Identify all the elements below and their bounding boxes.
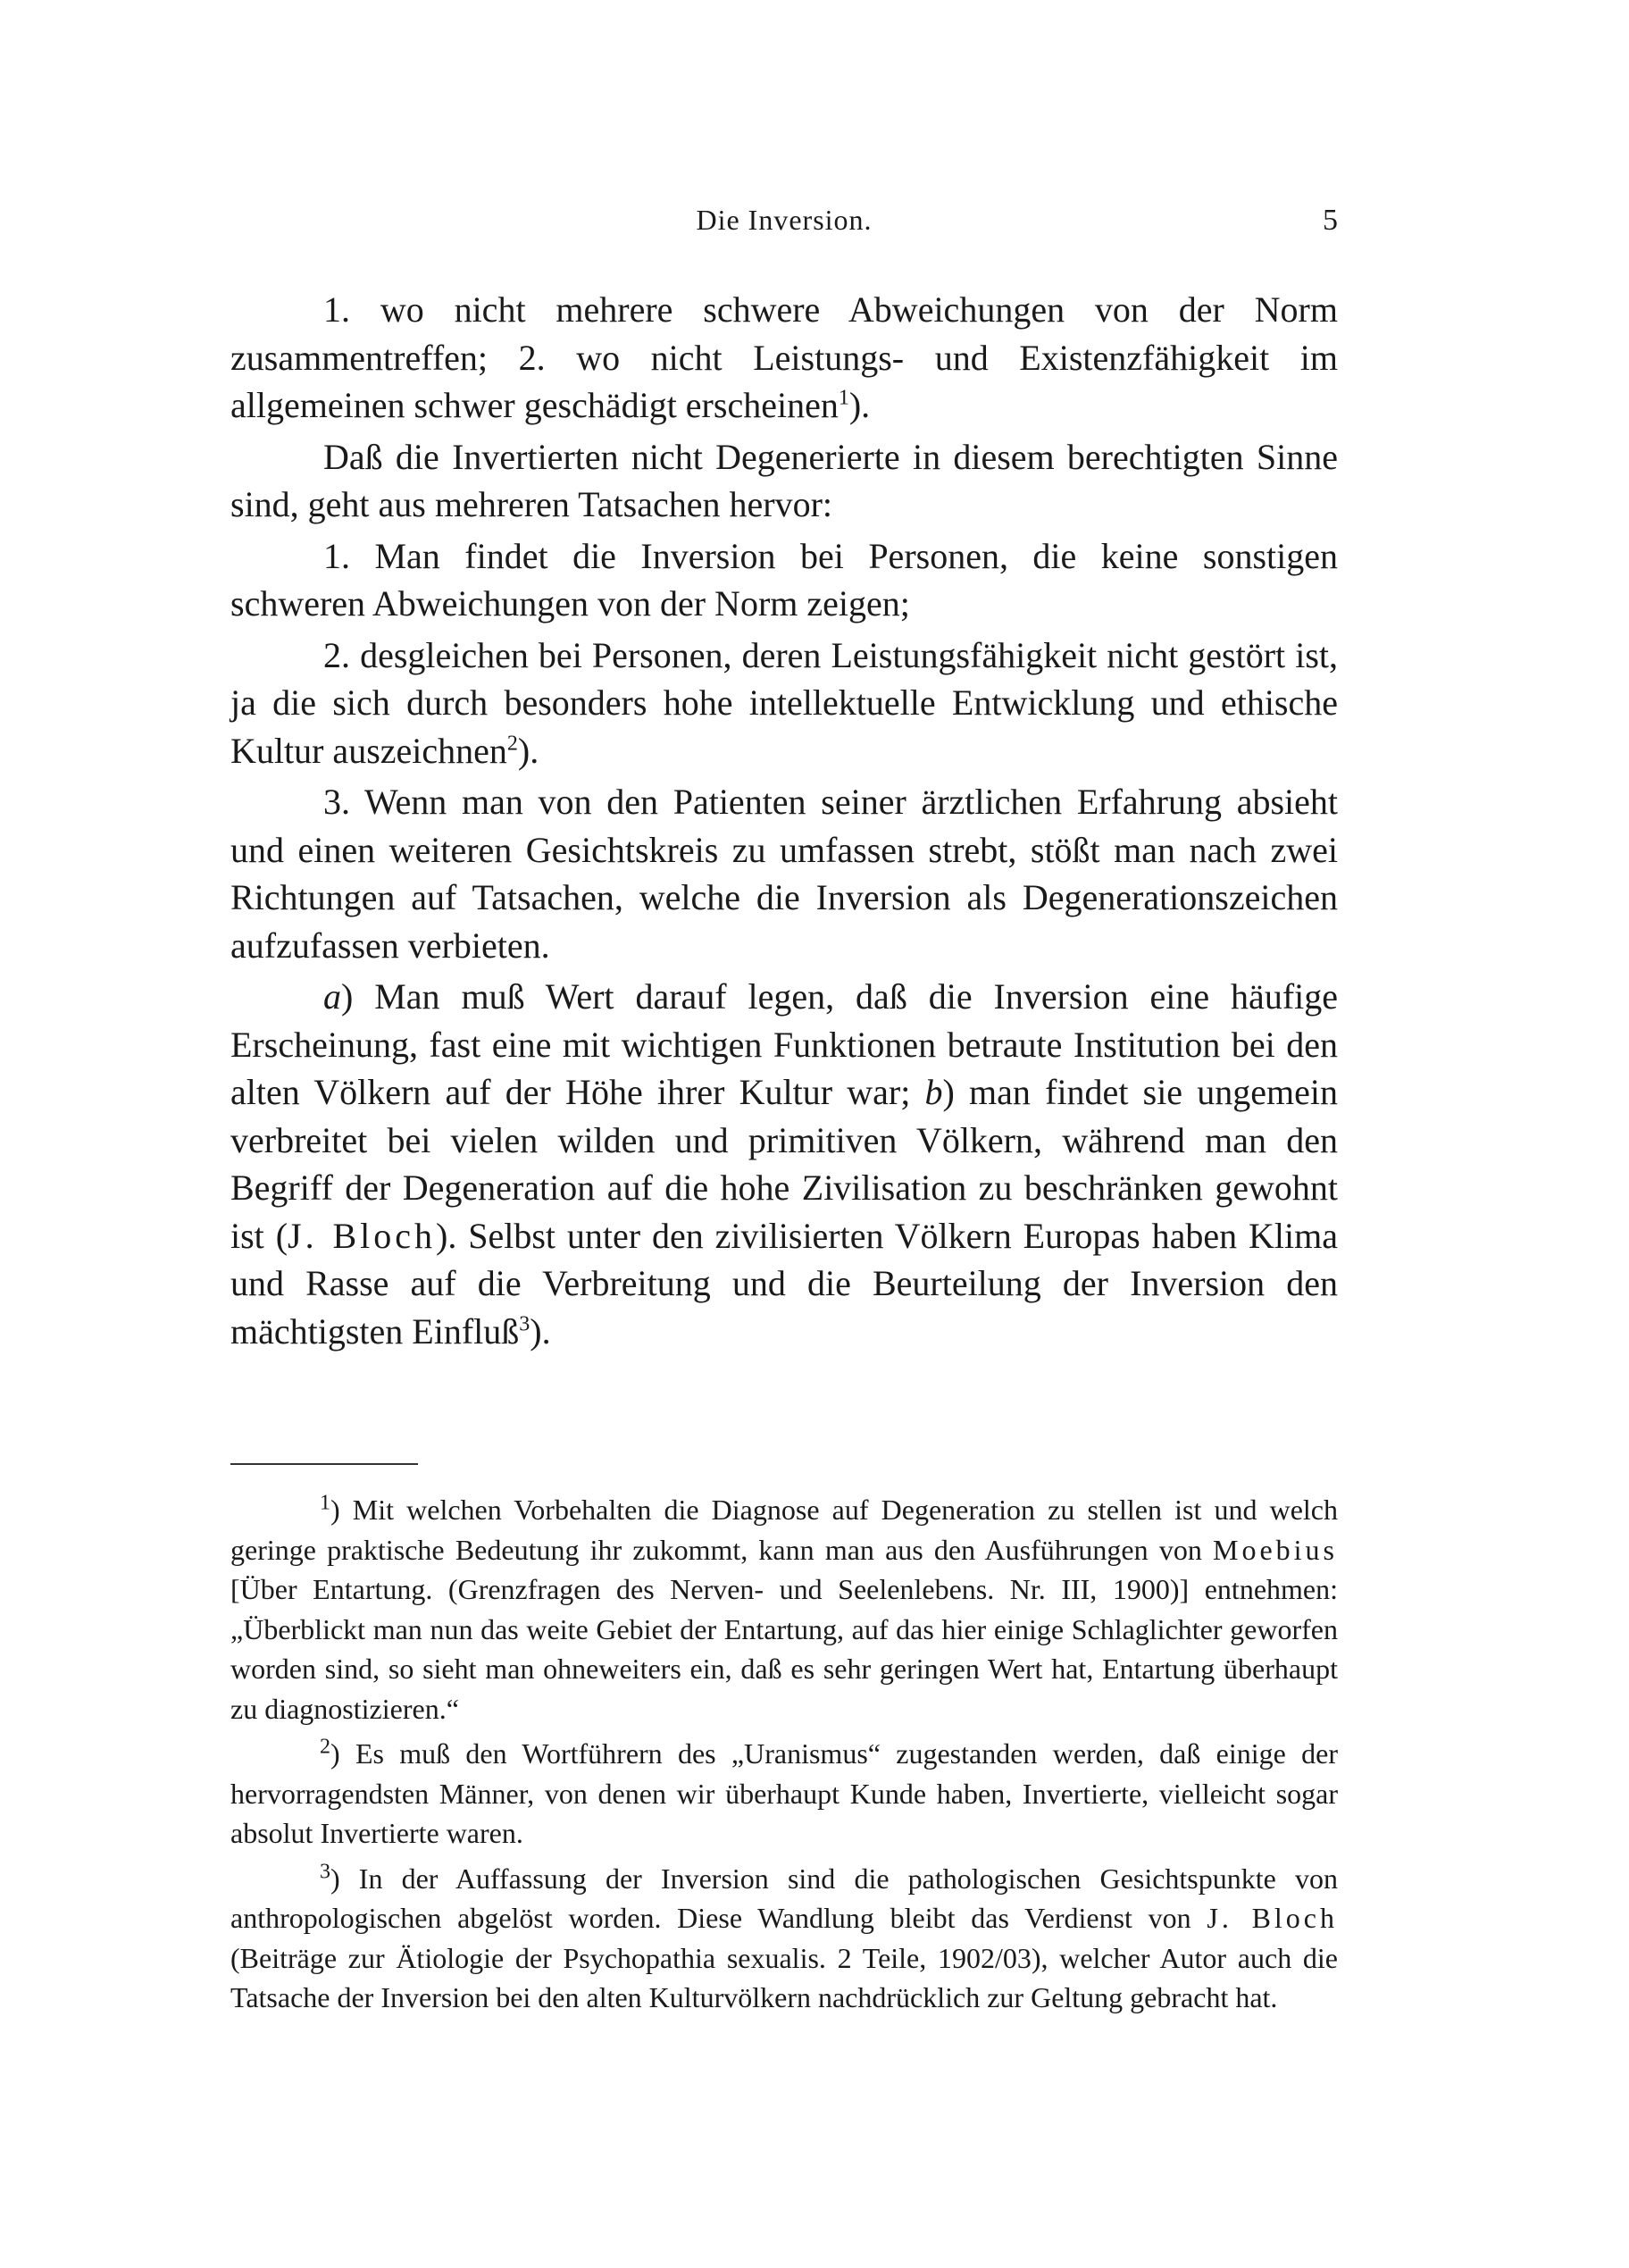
footnote-ref: 2 — [506, 732, 518, 756]
page-number: 5 — [1323, 204, 1338, 237]
running-header — [230, 204, 1338, 248]
author-name: Moebius — [1213, 1533, 1338, 1566]
running-title: Die Inversion. — [696, 204, 873, 236]
paragraph: 1. wo nicht mehrere schwere Abweichungen von der Norm zusammentreffen; 2. wo nicht Leistungs- und Existenzfähigkeit im allgemeinen schwer geschädigt erscheinen$^1$). — [230, 289, 1338, 425]
paragraph: 2. desgleichen bei Personen, deren Leistungsfähigkeit nicht gestört ist, ja die sich durch besonders hohe intellektuelle Entwicklung und ethische Kultur auszeichnen$^2$). — [230, 634, 1338, 771]
footnote-separator — [230, 1463, 418, 1465]
footnote-3: $^3$) In der Auffassung der Inversion sind die pathologischen Gesichtspunkte von anthropologischen abgelöst worden. Diese Wandlung bleibt das Verdienst von J. Bloch (Beiträge zur Ätiologie der Psychopathia sexualis. 2 Teile, 1902/03), welcher Autor auch die Tatsache der Inversion bei den alten Kulturvölkern nachdrücklich zur Geltung gebracht hat. — [230, 1859, 1339, 2013]
footnote-ref: 3 — [519, 1312, 530, 1336]
book-page — [230, 0, 1338, 2268]
author-name: J. Bloch — [1207, 1902, 1339, 1934]
paragraph: a) Man muß Wert darauf legen, daß die Inversion eine häufige Erscheinung, fast eine mit wichtigen Funktionen betraute Institution bei den alten Völkern auf der Höhe ihrer Kultur war; b) man findet sie ungemein verbreitet bei vielen wilden und primitiven Völkern, während man den Begriff der Degeneration auf die hohe Zivilisation zu beschränken gewohnt ist (J. Bloch). Selbst unter den zivilisierten Völkern Europas haben Klima und Rasse auf die Verbreitung und die Beurteilung der Inversion den mächtigsten Einfluß$^3$). — [230, 976, 1339, 1352]
footnotes — [230, 1490, 1338, 2023]
paragraph: 3. Wenn man von den Patienten seiner ärztlichen Erfahrung absieht und einen weiteren Gesichtskreis zu umfassen strebt, stößt man nach zwei Richtungen auf Tatsachen, welche die Inversion als Degenerationszeichen aufzufassen verbieten. — [230, 782, 1338, 966]
footnote-1: $^1$) Mit welchen Vorbehalten die Diagnose auf Degeneration zu stellen ist und welch geringe praktische Bedeutung ihr zukommt, kann man aus den Ausführungen von Moebius [Über Entartung. (Grenzfragen des Nerven- und Seelenlebens. Nr. III, 1900)] entnehmen: „Überblickt man nun das weite Gebiet der Entartung, auf das hier einige Schlaglichter geworfen worden sind, so sieht man ohneweiters ein, daß es sehr geringen Wert hat, Entartung überhaupt zu diagnostizieren.“ — [230, 1491, 1338, 1725]
footnote-ref: 1 — [838, 386, 849, 410]
main-text — [230, 286, 1338, 1359]
author-name: J. Bloch — [288, 1215, 437, 1256]
footnote-2: $^2$) Es muß den Wortführern des „Uranismus“ zugestanden werden, daß einige der hervorragendsten Männer, von denen wir überhaupt Kunde haben, Invertierte, vielleicht sogar absolut Invertierte waren. — [230, 1735, 1338, 1849]
paragraph: 1. Man findet die Inversion bei Personen, die keine sonstigen schweren Abweichungen von der Norm zeigen; — [230, 535, 1338, 623]
paragraph: Daß die Invertierten nicht Degenerierte in diesem berechtigten Sinne sind, geht aus mehreren Tatsachen hervor: — [230, 436, 1338, 524]
